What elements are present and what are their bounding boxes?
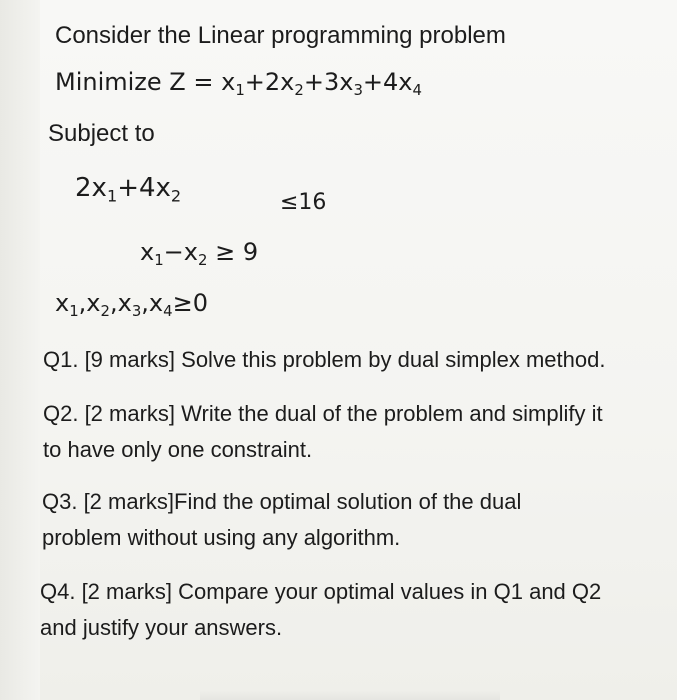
subscript: 3 — [353, 81, 363, 100]
inequality: ≥0 — [172, 289, 208, 317]
term: +3x — [303, 68, 354, 96]
page-bottom-shadow — [200, 690, 500, 700]
subscript: 1 — [69, 302, 79, 321]
subscript: 4 — [163, 302, 173, 321]
subscript: 3 — [131, 302, 142, 321]
problem-title: Consider the Linear programming problem — [55, 22, 506, 49]
question-4-line-2: and justify your answers. — [40, 615, 283, 640]
subscript: 4 — [412, 81, 422, 100]
term: +4x — [362, 68, 413, 96]
subscript: 2 — [170, 186, 182, 206]
subject-to-label: Subject to — [48, 120, 155, 147]
question-2-line-2: to have only one constraint. — [43, 437, 313, 462]
question-2-line-1: Q2. [2 marks] Write the dual of the problem and simplify it — [43, 401, 603, 426]
term: x — [140, 238, 155, 266]
term: ,x — [78, 289, 101, 317]
constraint-2 — [140, 238, 258, 269]
subscript: 2 — [100, 302, 110, 321]
term: 2x — [75, 173, 107, 203]
constraint-1-lhs — [75, 173, 181, 206]
term: ,x — [141, 289, 164, 317]
question-4-line-1: Q4. [2 marks] Compare your optimal values in Q1 and Q2 — [40, 579, 602, 604]
subscript: 1 — [154, 251, 164, 270]
term: +2x — [244, 68, 295, 96]
subscript: 1 — [235, 81, 245, 100]
term: x — [221, 68, 236, 96]
question-3-line-2: problem without using any algorithm. — [42, 525, 401, 550]
objective-prefix: Minimize Z = — [55, 68, 222, 96]
page-edge-shadow — [0, 0, 40, 700]
question-1: Q1. [9 marks] Solve this problem by dual simplex method. — [43, 347, 606, 372]
constraint-1-rhs: ≤16 — [280, 190, 327, 215]
term: x — [55, 289, 70, 317]
question-3-line-1: Q3. [2 marks]Find the optimal solution of the dual — [42, 489, 522, 514]
term: ,x — [109, 289, 132, 317]
term: −x — [163, 238, 198, 266]
nonnegativity-constraint — [55, 289, 208, 320]
term: +4x — [117, 173, 171, 203]
subscript: 1 — [106, 186, 118, 206]
subscript: 2 — [294, 81, 304, 100]
objective-function — [55, 68, 422, 99]
inequality: ≥ 9 — [207, 238, 259, 266]
subscript: 2 — [197, 251, 208, 270]
